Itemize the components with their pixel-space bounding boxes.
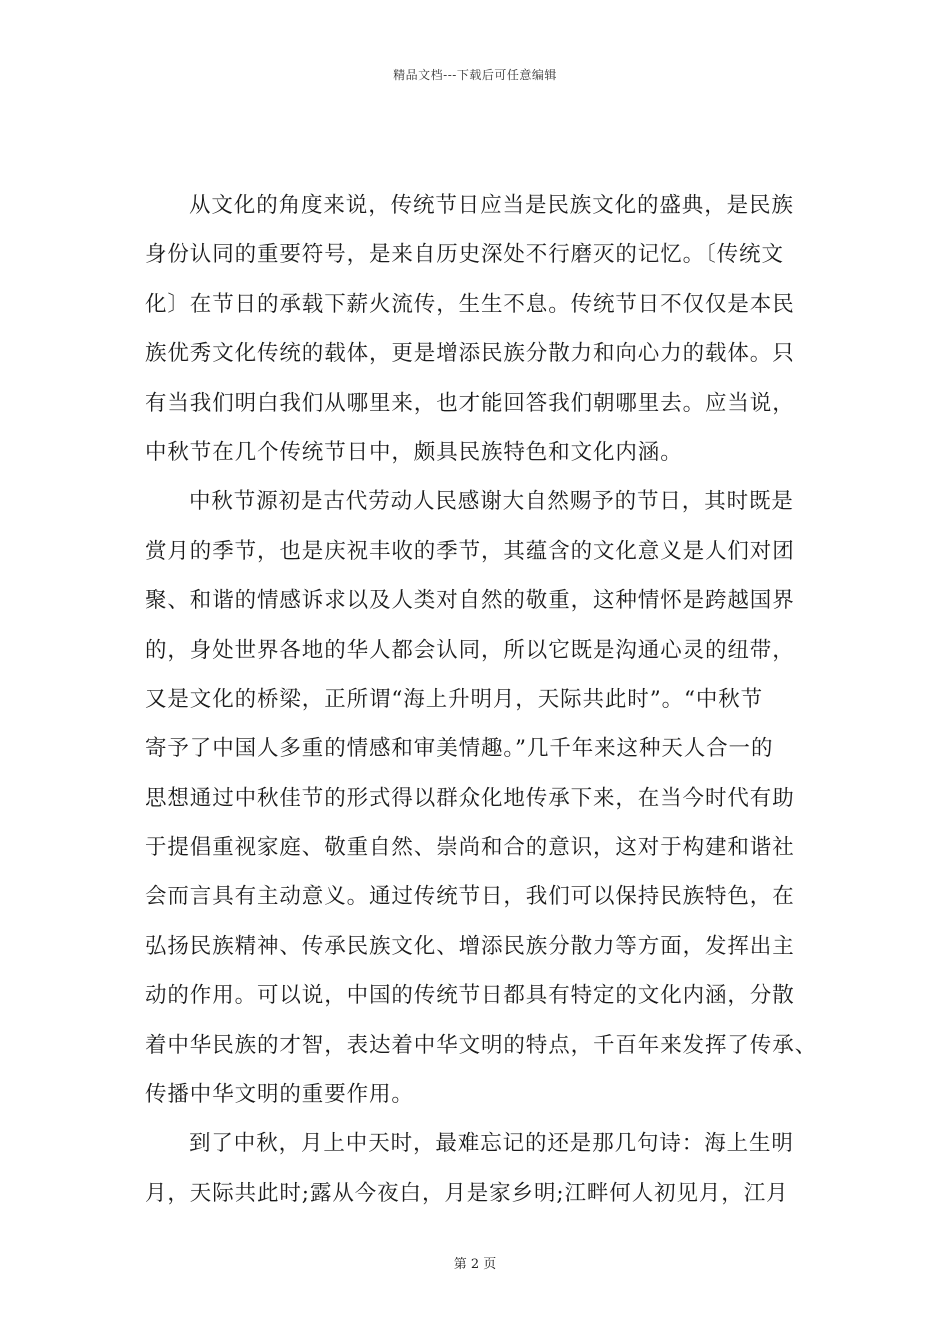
page-number: 第 2 页: [453, 1257, 497, 1272]
paragraph-2: [145, 477, 818, 1119]
text-line: 有当我们明白我们从哪里来，也才能回答我们朝哪里去。应当说，: [145, 390, 795, 416]
text-line: 着中华民族的才智，表达着中华文明的特点，千百年来发挥了传承、: [145, 1032, 818, 1058]
text-line: 弘扬民族精神、传承民族文化、增添民族分散力等方面，发挥出主: [145, 933, 795, 959]
paragraph-3: [145, 1119, 810, 1218]
text-line: 又是文化的桥梁，正所谓“海上升明月，天际共此时”。“中秋节: [145, 686, 764, 712]
text-line: 中秋节源初是古代劳动人民感谢大自然赐予的节日，其时既是: [189, 489, 794, 515]
text-line: 聚、和谐的情感诉求以及人类对自然的敬重，这种情怀是跨越国界: [145, 588, 795, 614]
text-line: 从文化的角度来说，传统节日应当是民族文化的盛典，是民族: [189, 193, 794, 218]
text-line: 中秋节在几个传统节日中，颇具民族特色和文化内涵。: [145, 439, 683, 465]
paragraph-1: [145, 181, 810, 477]
text-line: 化〕在节日的承载下薪火流传，生生不息。传统节日不仅仅是本民: [145, 291, 795, 317]
text-line: 赏月的季节，也是庆祝丰收的季节，其蕴含的文化意义是人们对团: [145, 538, 795, 564]
text-line: 传播中华文明的重要作用。: [145, 1082, 414, 1108]
text-line: 寄予了中国人多重的情感和审美情趣。”几千年来这种天人合一的: [145, 736, 774, 762]
text-line: 身份认同的重要符号，是来自历史深处不行磨灭的记忆。〔传统文: [145, 242, 784, 268]
text-line: 到了中秋，月上中天时，最难忘记的还是那几句诗：海上生明: [189, 1131, 794, 1157]
text-line: 的，身处世界各地的华人都会认同，所以它既是沟通心灵的纽带，: [145, 637, 795, 663]
text-line: 族优秀文化传统的载体，更是增添民族分散力和向心力的载体。只: [145, 341, 795, 367]
text-line: 思想通过中秋佳节的形式得以群众化地传承下来，在当今时代有助: [145, 785, 795, 811]
page-header: 精品文档---下载后可任意编辑: [393, 68, 557, 82]
text-line: 会而言具有主动意义。通过传统节日，我们可以保持民族特色，在: [145, 884, 795, 910]
text-line: 动的作用。可以说，中国的传统节日都具有特定的文化内涵，分散: [145, 983, 795, 1009]
text-line: 于提倡重视家庭、敬重自然、崇尚和合的意识，这对于构建和谐社: [145, 835, 795, 861]
document-body: [145, 181, 818, 1218]
text-line: 月，天际共此时;露从今夜白，月是家乡明;江畔何人初见月，江月: [145, 1180, 789, 1206]
